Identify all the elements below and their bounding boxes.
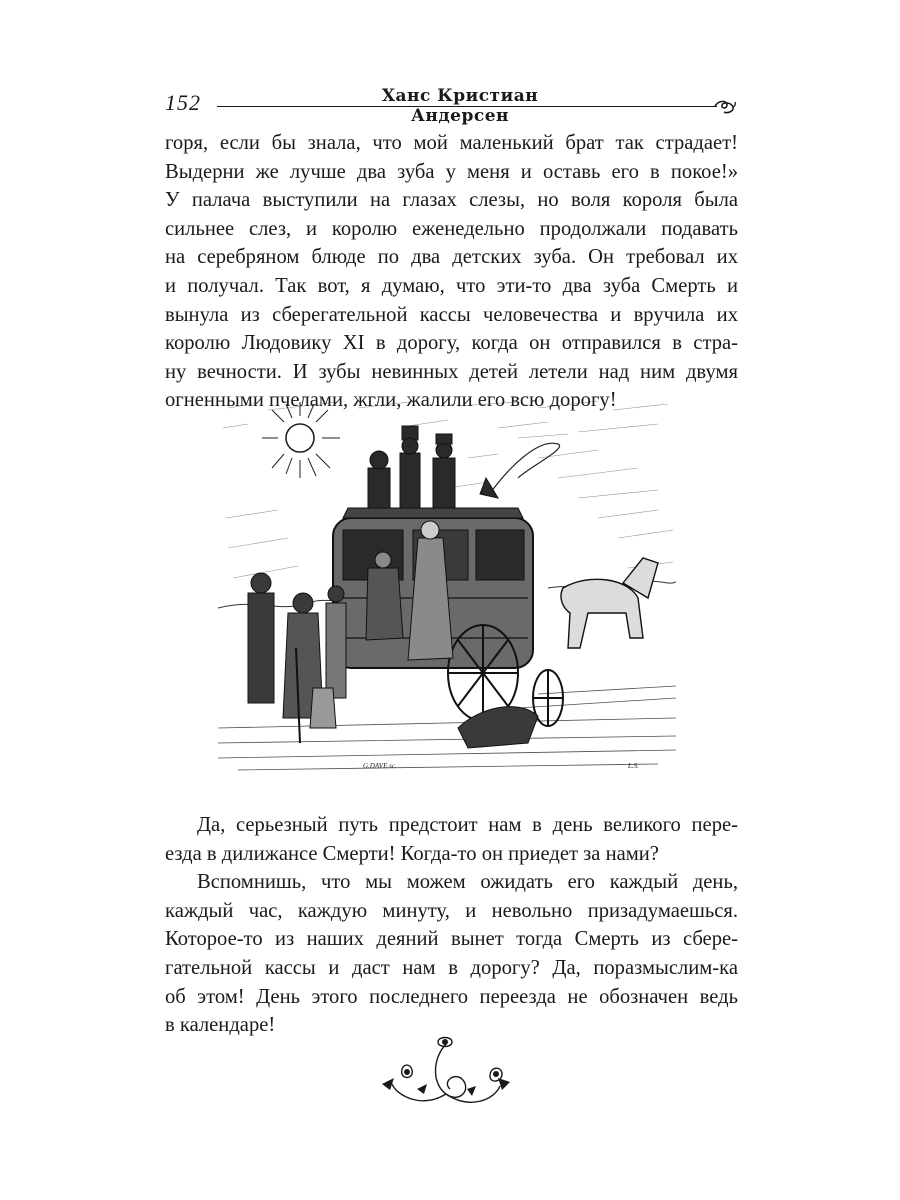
floral-vignette-icon — [372, 1034, 520, 1118]
sun-icon — [262, 402, 340, 478]
text-line: королю Людовику XI в дорогу, когда он отправился в стра- — [165, 332, 738, 355]
text-line: Вспомнишь, что мы можем ожидать его каждый день, — [197, 871, 738, 894]
body-text-bottom — [165, 811, 738, 1040]
running-title: Ханс Кристиан Андерсен — [381, 86, 539, 126]
page-number: 152 — [165, 90, 201, 115]
text-line: на серебряном блюде по два детских зуба. Он требовал их — [165, 246, 738, 269]
header-rule — [217, 106, 717, 107]
text-line: об этом! День этого последнего переезда не обозначен ведь — [165, 985, 738, 1008]
body-text-top — [165, 129, 738, 415]
text-line: Да, серьезный путь предстоит нам в день великого пере- — [197, 814, 738, 836]
text-line: гательной кассы и даст нам в дорогу? Да, поразмыслим-ка — [165, 956, 738, 979]
scroll-flourish-icon — [713, 98, 737, 116]
text-line: горя, если бы знала, что мой маленький брат так страдает! — [165, 132, 738, 154]
text-line: У палача выступили на глазах слезы, но воля короля была — [165, 189, 738, 212]
text-line: вынула из сберегательной кассы человечества и вручила их — [165, 303, 738, 326]
engraver-signature: L.S. — [628, 762, 639, 770]
text-line: Выдерни же лучше два зуба у меня и оставь его в покое!» — [165, 160, 738, 183]
text-line: и получал. Так вот, я думаю, что эти-то два зуба Смерть и — [165, 274, 738, 297]
text-line: езда в дилижансе Смерти! Когда-то он приедет за нами? — [165, 842, 659, 865]
running-header — [165, 86, 740, 126]
text-line: в календаре! — [165, 1014, 276, 1037]
text-line: огненными пчелами, жгли, жалили его всю дорогу! — [165, 389, 617, 412]
engraver-signature: G.DAVE.sc. — [363, 762, 397, 770]
text-line: Которое-то из наших деяний вынет тогда Смерть из сбере- — [165, 928, 738, 951]
text-line: каждый час, каждую минуту, и невольно призадумаешься. — [165, 899, 738, 922]
text-line: ну вечности. И зубы невинных детей летели над ним двумя — [165, 360, 738, 383]
stagecoach-illustration — [218, 398, 676, 778]
text-line: сильнее слез, и королю еженедельно продолжали подавать — [165, 217, 738, 240]
